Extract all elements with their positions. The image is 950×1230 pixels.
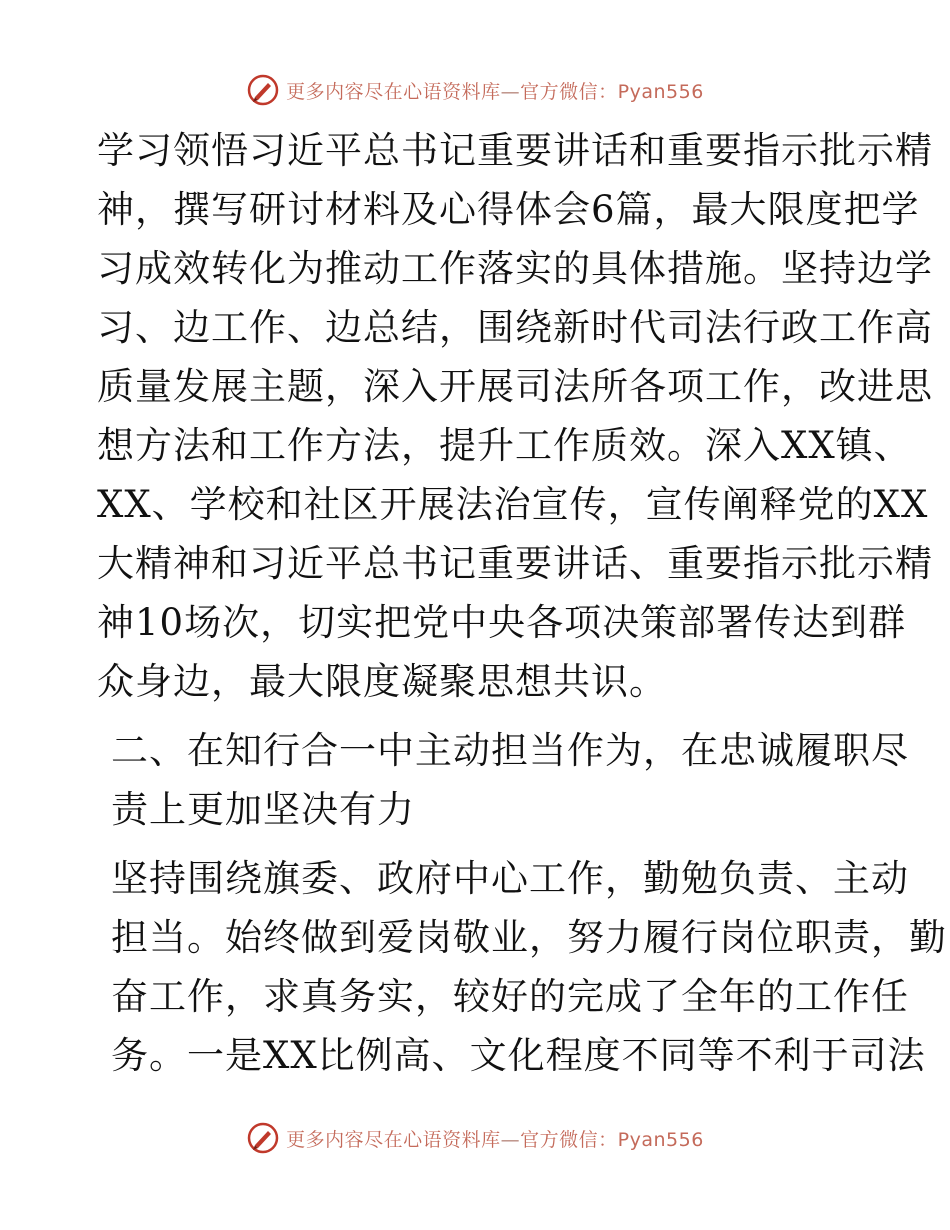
document-body	[97, 121, 947, 1085]
text-line: 大精神和习近平总书记重要讲话、重要指示批示精	[97, 542, 933, 585]
text-line: 想方法和工作方法，提升工作质效。深入XX镇、	[97, 424, 912, 467]
text-line: 习、边工作、边总结，围绕新时代司法行政工作高	[97, 306, 933, 349]
text-line: 习成效转化为推动工作落实的具体措施。坚持边学	[97, 247, 933, 290]
watermark-wechat: 官方微信：Pyan556	[520, 80, 704, 103]
watermark-text: 更多内容尽在心语资料库	[286, 80, 501, 103]
text-line: 质量发展主题，深入开展司法所各项工作，改进思	[97, 365, 933, 408]
text-line: 众身边，最大限度凝聚思想共识。	[97, 660, 667, 703]
text-line: 坚持围绕旗委、政府中心工作，勤勉负责、主动	[111, 857, 909, 900]
watermark-text: 更多内容尽在心语资料库	[286, 1128, 501, 1151]
section-heading-2	[97, 721, 909, 839]
watermark-wechat: 官方微信：Pyan556	[520, 1128, 704, 1151]
footer-watermark	[0, 1120, 950, 1156]
watermark-separator: —	[500, 80, 521, 103]
watermark-separator: —	[500, 1128, 521, 1151]
text-line: 神10场次，切实把党中央各项决策部署传达到群	[97, 601, 907, 644]
text-line: 担当。始终做到爱岗敬业，努力履行岗位职责，勤	[111, 916, 947, 959]
paragraph-1	[97, 121, 933, 711]
text-line: XX、学校和社区开展法治宣传，宣传阐释党的XX	[97, 483, 929, 526]
header-watermark	[0, 72, 950, 108]
text-line: 务。一是XX比例高、文化程度不同等不利于司法	[111, 1034, 926, 1077]
paragraph-2	[97, 849, 947, 1085]
text-line: 奋工作，求真务实，较好的完成了全年的工作任	[111, 975, 909, 1018]
fountain-pen-logo-icon	[246, 1121, 280, 1155]
heading-line: 二、在知行合一中主动担当作为，在忠诚履职尽	[111, 729, 909, 772]
heading-line: 责上更加坚决有力	[111, 788, 415, 831]
text-line: 神，撰写研讨材料及心得体会6篇，最大限度把学	[97, 188, 920, 231]
text-line: 学习领悟习近平总书记重要讲话和重要指示批示精	[97, 129, 933, 172]
fountain-pen-logo-icon	[246, 73, 280, 107]
